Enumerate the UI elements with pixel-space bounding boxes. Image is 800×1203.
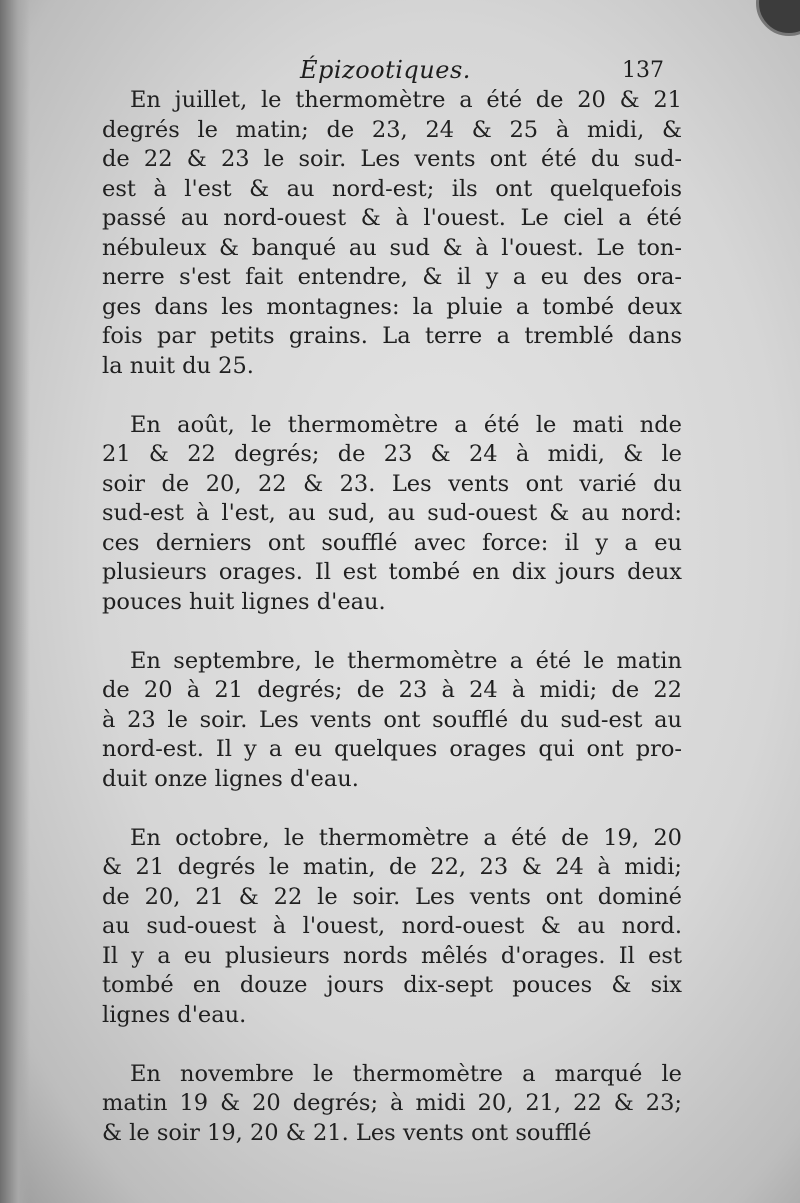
text-line: ges dans les montagnes: la pluie a tombé deux [102,293,682,320]
text-line: matin 19 & 20 degrés; à midi 20, 21, 22 & 23; [102,1090,682,1116]
text-line: 21 & 22 degrés; de 23 & 24 à midi, & le [102,441,682,467]
text-line: En novembre le thermomètre a marqué le [130,1060,682,1087]
text-line: plusieurs orages. Il est tombé en dix jours deux [102,559,682,585]
text-line: En septembre, le thermomètre a été le matin [130,647,682,674]
text-line: au sud-ouest à l'ouest, nord-ouest & au nord. [102,913,682,939]
text-line: lignes d'eau. [102,1001,247,1028]
text-line: ces derniers ont soufflé avec force: il y a eu [102,529,682,556]
text-line: degrés le matin; de 23, 24 & 25 à midi, & [102,116,682,143]
text-line: En octobre, le thermomètre a été de 19, 20 [130,824,682,851]
running-title: Épizootiques. [300,56,471,84]
paragraph [102,824,682,1031]
text-line: fois par petits grains. La terre a tremblé dans [102,323,682,349]
text-line: est à l'est & au nord-est; ils ont quelquefois [102,175,682,202]
text-line: nébuleux & banqué au sud & à l'ouest. Le ton- [102,234,682,261]
body-text [102,86,682,1178]
paragraph [102,647,682,795]
text-line: sud-est à l'est, au sud, au sud-ouest & au nord: [102,500,682,526]
text-line: pouces huit lignes d'eau. [102,588,386,615]
text-line: & 21 degrés le matin, de 22, 23 & 24 à midi; [102,854,682,880]
page-header [0,52,800,88]
text-line: & le soir 19, 20 & 21. Les vents ont soufflé [102,1119,592,1146]
text-line: Il y a eu plusieurs nords mêlés d'orages. Il est [102,942,682,969]
paragraph [102,86,682,381]
text-line: soir de 20, 22 & 23. Les vents ont varié du [102,470,682,497]
paragraph [102,1060,682,1149]
binding-shadow [0,0,30,1203]
paragraph [102,411,682,618]
text-line: la nuit du 25. [102,352,254,379]
text-line: En août, le thermomètre a été le mati nde [130,411,682,438]
text-line: à 23 le soir. Les vents ont soufflé du sud-est au [102,706,682,733]
page-number: 137 [622,58,664,83]
text-line: duit onze lignes d'eau. [102,765,359,792]
text-line: de 22 & 23 le soir. Les vents ont été du sud- [102,146,682,172]
text-line: passé au nord-ouest & à l'ouest. Le ciel a été [102,205,682,231]
text-line: de 20, 21 & 22 le soir. Les vents ont dominé [102,883,682,910]
text-line: de 20 à 21 degrés; de 23 à 24 à midi; de 22 [102,677,682,703]
text-line: nord-est. Il y a eu quelques orages qui ont pro- [102,736,682,762]
corner-clip-icon [756,0,800,36]
text-line: nerre s'est fait entendre, & il y a eu des ora- [102,264,682,290]
text-line: tombé en douze jours dix-sept pouces & six [102,972,682,998]
text-line: En juillet, le thermomètre a été de 20 & 21 [130,87,682,113]
